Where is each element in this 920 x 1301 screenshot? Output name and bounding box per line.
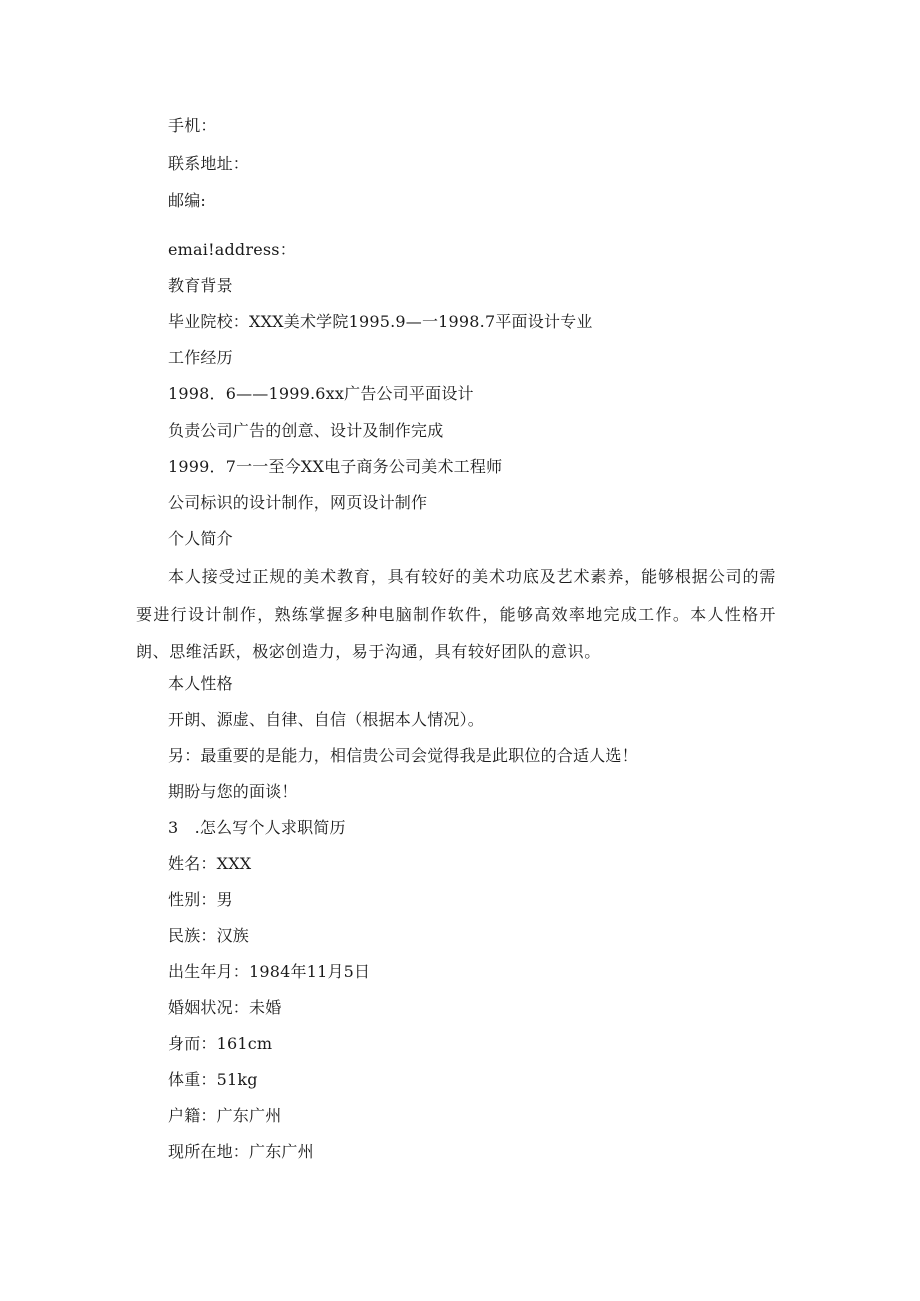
gender-field: 性别：男 [168, 890, 233, 909]
interview-line: 期盼与您的面谈！ [168, 782, 298, 801]
school-line: 毕业院校：XXX美术学院1995.9—一1998.7平面设计专业 [168, 312, 593, 331]
location-field: 现所在地：广东广州 [168, 1142, 314, 1161]
intro-paragraph: 本人接受过正规的美术教育，具有较好的美术功底及艺术素养，能够根据公司的需要进行设计制作，熟练掌握多种电脑制作软件，能够高效率地完成工作。本人性格开朗、思维活跃，极宓创造力，易于沟通，具有较好团队的意识。 [136, 567, 776, 661]
ethnicity-field: 民族：汉族 [168, 926, 250, 945]
phone-label: 手机： [168, 116, 217, 135]
marital-field: 婚姻状况：未婚 [168, 998, 282, 1017]
job1-period: 1998．6——1999.6xx广告公司平面设计 [168, 384, 474, 403]
education-heading: 教育背景 [168, 276, 233, 295]
name-field: 姓名：XXX [168, 854, 252, 873]
personality-heading: 本人性格 [168, 674, 233, 693]
height-field: 身而：161cm [168, 1034, 273, 1053]
job2-period: 1999．7一一至今XX电子商务公司美术工程师 [168, 457, 503, 476]
birth-field: 出生年月：1984年11月5日 [168, 962, 371, 981]
hukou-field: 户籍：广东广州 [168, 1106, 282, 1125]
address-label: 联系地址： [168, 154, 250, 173]
personality-traits: 开朗、源虚、自律、自信（根据本人情况）。 [168, 710, 485, 729]
section3-heading: 3 .怎么写个人求职简历 [168, 818, 346, 837]
intro-heading: 个人简介 [168, 529, 233, 548]
job2-duty: 公司标识的设计制作，网页设计制作 [168, 493, 428, 512]
work-heading: 工作经历 [168, 348, 233, 367]
postcode-label: 邮编: [168, 191, 206, 210]
closing-line: 另：最重要的是能力，相信贵公司会觉得我是此职位的合适人选！ [168, 746, 638, 765]
job1-duty: 负责公司广告的创意、设计及制作完成 [168, 421, 444, 440]
weight-field: 体重：51kg [168, 1070, 258, 1089]
email-label: emai!address： [168, 240, 296, 259]
